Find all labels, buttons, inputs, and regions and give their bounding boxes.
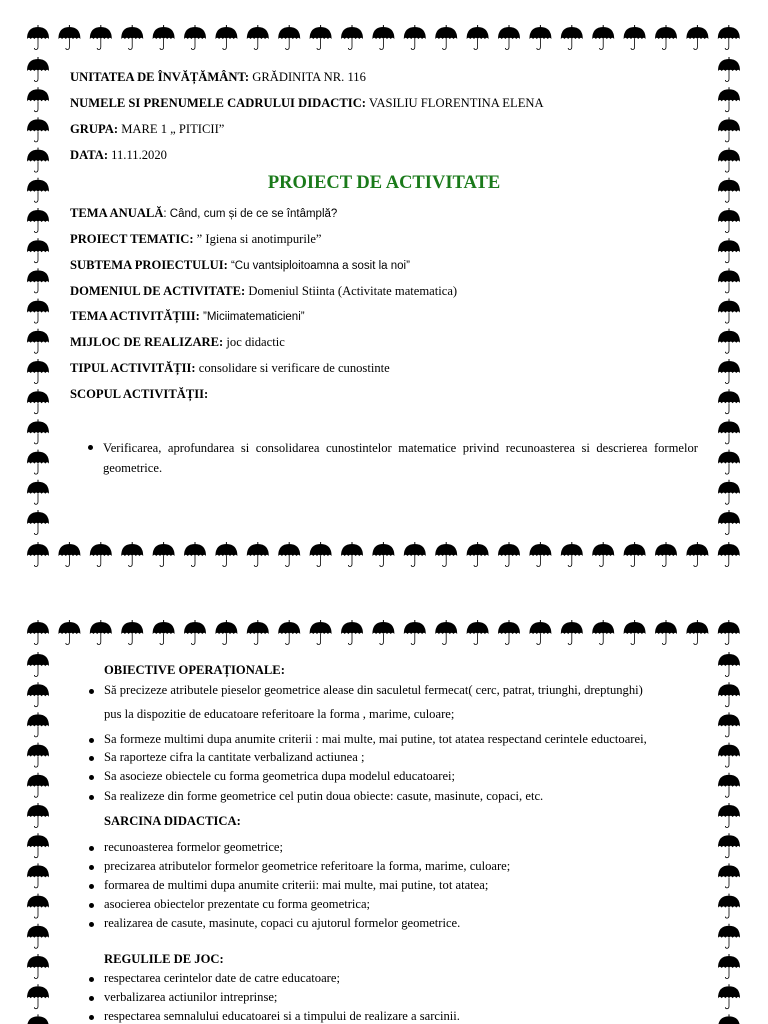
umbrella-icon	[435, 25, 457, 50]
sarcina-item	[104, 859, 510, 874]
bullet-dot	[89, 756, 94, 761]
bullet-dot	[89, 903, 94, 908]
scopul-line	[70, 387, 208, 402]
tema-anuala-value: : Când, cum și de ce se întâmplă?	[163, 208, 338, 220]
umbrella-icon	[561, 25, 583, 50]
sarcina-item	[104, 840, 283, 855]
umbrella-icon	[27, 238, 49, 263]
umbrella-icon	[27, 299, 49, 324]
bullet-dot	[89, 689, 94, 694]
umbrella-icon	[404, 25, 426, 50]
data-line	[70, 148, 167, 163]
umbrella-icon	[718, 542, 740, 567]
bullet-dot	[89, 1015, 94, 1020]
obiectiv-item	[104, 732, 647, 747]
umbrella-icon	[27, 25, 49, 50]
umbrella-icon	[718, 208, 740, 233]
subtema-label: SUBTEMA PROIECTULUI:	[70, 258, 228, 272]
umbrella-icon	[718, 268, 740, 293]
umbrella-icon	[278, 542, 300, 567]
mijloc-label: MIJLOC DE REALIZARE:	[70, 335, 224, 349]
umbrella-icon	[341, 25, 363, 50]
bullet-dot	[89, 884, 94, 889]
grupa-label: GRUPA:	[70, 122, 119, 136]
scopul-label: SCOPUL ACTIVITĂȚII:	[70, 387, 209, 401]
umbrella-icon	[655, 25, 677, 50]
umbrella-icon	[404, 542, 426, 567]
umbrella-icon	[27, 359, 49, 384]
obiective-heading: OBIECTIVE OPERAȚIONALE:	[104, 663, 285, 677]
umbrella-icon	[90, 25, 112, 50]
unitatea-line	[70, 70, 366, 85]
umbrella-icon	[529, 25, 551, 50]
grupa-line	[70, 122, 224, 137]
bullet-dot	[89, 738, 94, 743]
scop-bullet-text: Verificarea, aprofundarea si consolidarea cunostintelor matematice privind recunoasterea si descrierea formelor geometrice.	[103, 441, 698, 475]
tipul-line	[70, 361, 390, 376]
umbrella-icon	[27, 208, 49, 233]
umbrella-icon	[718, 299, 740, 324]
umbrella-icon	[215, 25, 237, 50]
sarcina-item	[104, 878, 488, 893]
umbrella-icon	[27, 542, 49, 567]
obiectiv-text: Sa realizeze din forme geometrice cel putin doua obiecte: casute, masinute, copaci, etc.	[104, 789, 544, 803]
data-label: DATA:	[70, 148, 109, 162]
bullet-dot	[89, 846, 94, 851]
tema-anuala-label: TEMA ANUALĂ	[70, 206, 164, 220]
bullet-dot	[89, 996, 94, 1001]
reguli-item	[104, 1009, 460, 1024]
umbrella-icon	[372, 25, 394, 50]
umbrella-icon	[310, 542, 332, 567]
umbrella-icon	[655, 542, 677, 567]
proiect-tematic-value: ” Igiena si anotimpurile”	[196, 232, 322, 246]
sarcina-text: formarea de multimi dupa anumite criterii: mai multe, mai putine, tot atatea;	[104, 878, 489, 892]
umbrella-icon	[435, 542, 457, 567]
sarcina-text: recunoasterea formelor geometrice;	[104, 840, 284, 854]
umbrella-icon	[718, 480, 740, 505]
subtema-value: “Cu vantsiploitoamna a sosit la noi”	[230, 260, 410, 272]
umbrella-icon	[247, 25, 269, 50]
umbrella-icon	[278, 25, 300, 50]
umbrella-icon	[310, 25, 332, 50]
umbrella-icon	[121, 542, 143, 567]
umbrella-icon	[718, 329, 740, 354]
umbrella-icon	[718, 57, 740, 82]
cadru-label: NUMELE SI PRENUMELE CADRULUI DIDACTIC:	[70, 96, 366, 110]
reguli-text: respectarea semnalului educatoarei si a timpului de realizare a sarcinii.	[104, 1009, 460, 1023]
cadru-line	[70, 96, 544, 111]
tema-activitatii-label: TEMA ACTIVITĂȚIII:	[70, 309, 200, 323]
reguli-text: verbalizarea actiunilor intreprinse;	[104, 990, 278, 1004]
scop-bullet-item	[103, 438, 698, 478]
umbrella-icon	[718, 510, 740, 535]
domeniul-label: DOMENIUL DE ACTIVITATE:	[70, 284, 246, 298]
umbrella-icon	[529, 542, 551, 567]
umbrella-icon	[247, 542, 269, 567]
domeniul-line	[70, 284, 457, 299]
umbrella-icon	[718, 450, 740, 475]
umbrella-icon	[718, 419, 740, 444]
umbrella-icon	[27, 389, 49, 414]
umbrella-icon	[121, 25, 143, 50]
umbrella-icon	[58, 25, 80, 50]
umbrella-icon	[184, 542, 206, 567]
sarcina-text: realizarea de casute, masinute, copaci cu ajutorul formelor geometrice.	[104, 916, 461, 930]
umbrella-icon	[718, 389, 740, 414]
bullet-dot	[89, 922, 94, 927]
reguli-item	[104, 990, 277, 1005]
umbrella-icon	[372, 542, 394, 567]
tipul-value: consolidare si verificare de cunostinte	[198, 361, 390, 375]
bullet-dot	[89, 795, 94, 800]
subtema-line	[70, 258, 410, 274]
reguli-text: respectarea cerintelor date de catre educatoare;	[104, 971, 340, 985]
tema-anuala-line	[70, 206, 337, 222]
bullet-dot	[89, 865, 94, 870]
obiectiv-item	[104, 683, 643, 698]
umbrella-icon	[561, 542, 583, 567]
domeniul-value: Domeniul Stiinta (Activitate matematica)	[248, 284, 458, 298]
umbrella-icon	[718, 117, 740, 142]
umbrella-icon	[686, 25, 708, 50]
umbrella-icon	[27, 57, 49, 82]
obiectiv-text: Sa asocieze obiectele cu forma geometrica dupa modelul educatoarei;	[104, 769, 456, 783]
sarcina-text: asocierea obiectelor prezentate cu forma geometrica;	[104, 897, 371, 911]
obiectiv-item	[104, 789, 543, 804]
bullet-dot	[89, 977, 94, 982]
umbrella-icon	[27, 450, 49, 475]
unitatea-value: GRĂDINITA NR. 116	[252, 70, 366, 84]
data-value: 11.11.2020	[111, 148, 167, 162]
umbrella-icon	[686, 542, 708, 567]
umbrella-icon	[215, 542, 237, 567]
umbrella-icon	[498, 542, 520, 567]
obiectiv-item	[104, 750, 364, 765]
obiectiv-continuation: pus la dispozitie de educatoare referitoare la forma , marime, culoare;	[104, 707, 455, 721]
umbrella-icon	[27, 268, 49, 293]
umbrella-icon	[90, 542, 112, 567]
obiectiv-text: Să precizeze atributele pieselor geometrice alease din saculetul fermecat( cerc, patrat, triunghi, dreptunghi)	[104, 683, 643, 697]
umbrella-icon	[27, 510, 49, 535]
umbrella-icon	[718, 25, 740, 50]
umbrella-icon	[467, 25, 489, 50]
bullet-dot	[89, 775, 94, 780]
umbrella-icon	[624, 542, 646, 567]
umbrella-icon	[467, 542, 489, 567]
umbrella-icon	[624, 25, 646, 50]
grupa-value: MARE 1 „ PITICII”	[121, 122, 225, 136]
sarcina-text: precizarea atributelor formelor geometrice referitoare la forma, marime, culoare;	[104, 859, 511, 873]
sarcina-item	[104, 916, 460, 931]
reguli-heading: REGULILE DE JOC:	[104, 952, 224, 966]
mijloc-value: joc didactic	[226, 335, 285, 349]
page-gap	[0, 580, 768, 610]
obiectiv-item	[104, 769, 455, 784]
proiect-tematic-line	[70, 232, 322, 247]
cadru-value: VASILIU FLORENTINA ELENA	[368, 96, 544, 110]
umbrella-icon	[153, 25, 175, 50]
sarcina-heading: SARCINA DIDACTICA:	[104, 814, 241, 828]
unitatea-label: UNITATEA DE ÎNVĂȚĂMÂNT:	[70, 70, 250, 84]
umbrella-icon	[498, 25, 520, 50]
umbrella-icon	[718, 87, 740, 112]
tema-activitatii-value: ”Miciimatematicieni”	[202, 311, 305, 323]
document-title: PROIECT DE ACTIVITATE	[267, 173, 501, 193]
mijloc-line	[70, 335, 285, 350]
umbrella-icon	[592, 25, 614, 50]
umbrella-icon	[58, 542, 80, 567]
umbrella-icon	[27, 329, 49, 354]
umbrella-icon	[27, 148, 49, 173]
tipul-label: TIPUL ACTIVITĂȚII:	[70, 361, 196, 375]
tema-activitatii-line	[70, 309, 305, 325]
umbrella-icon	[27, 117, 49, 142]
reguli-item	[104, 971, 340, 986]
obiectiv-text: Sa raporteze cifra la cantitate verbalizand actiunea ;	[104, 750, 365, 764]
bullet-dot	[88, 445, 93, 450]
umbrella-icon	[27, 87, 49, 112]
umbrella-icon	[184, 25, 206, 50]
umbrella-icon	[718, 238, 740, 263]
obiectiv-text: Sa formeze multimi dupa anumite criterii : mai multe, mai putine, tot atatea respectand cerintele eductoarei,	[104, 732, 647, 746]
umbrella-icon	[592, 542, 614, 567]
proiect-tematic-label: PROIECT TEMATIC:	[70, 232, 194, 246]
sarcina-item	[104, 897, 370, 912]
umbrella-icon	[27, 419, 49, 444]
umbrella-icon	[718, 148, 740, 173]
umbrella-icon	[27, 480, 49, 505]
umbrella-icon	[718, 359, 740, 384]
umbrella-icon	[153, 542, 175, 567]
umbrella-icon	[341, 542, 363, 567]
